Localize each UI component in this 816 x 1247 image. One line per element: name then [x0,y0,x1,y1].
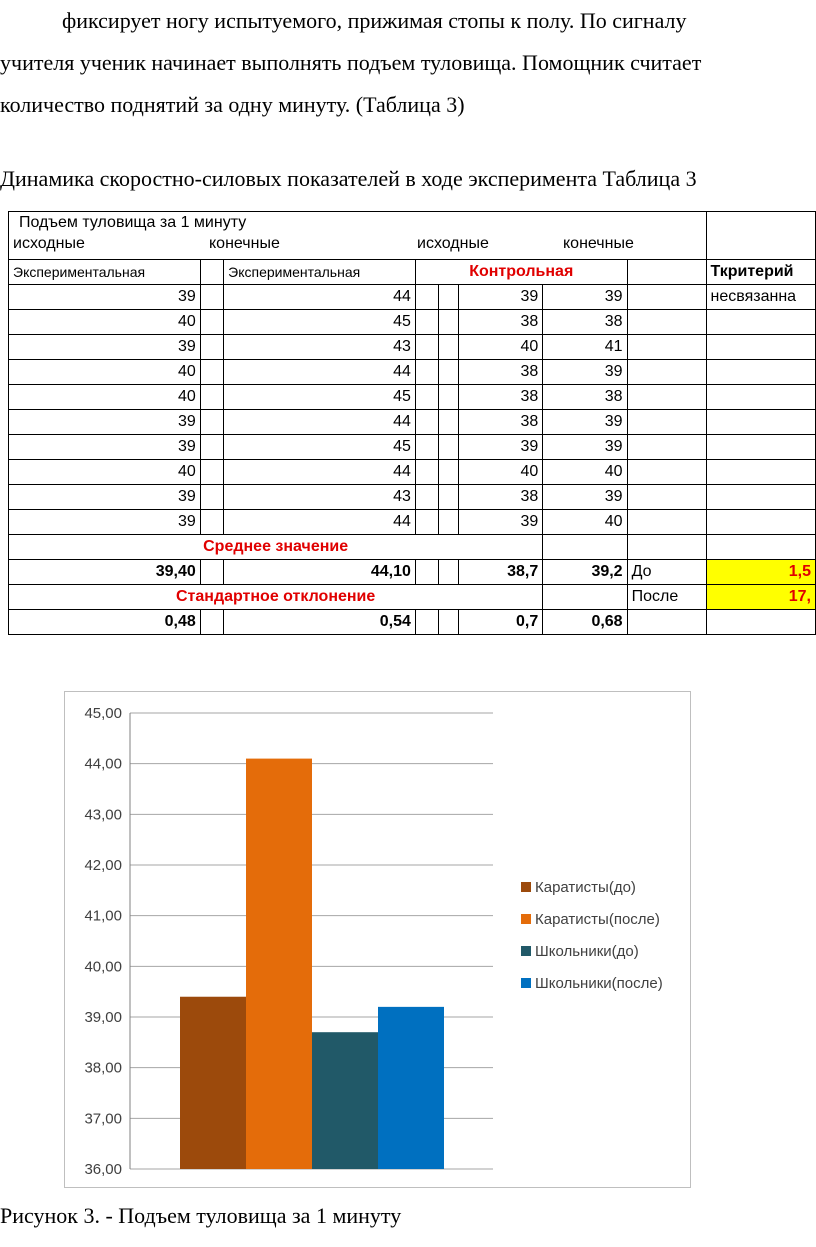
group-label-tcrit: Ткритерий [706,260,815,285]
legend-swatch [521,978,531,988]
table-header-empty-cell [706,212,815,260]
legend-swatch [521,946,531,956]
table-header-title-cell [9,212,707,260]
sub-label-initial-ctrl: исходные [417,235,489,252]
sub-label-final-exp: конечные [209,235,280,252]
bar [180,997,246,1169]
body-paragraph [0,0,816,126]
legend-swatch [521,914,531,924]
means-row: 39,40 44,10 38,7 39,2 До 1,5 [9,560,816,585]
tcrit-note: несвязанна [706,285,815,310]
after-value: 17, [706,585,815,610]
figure-caption: Рисунок 3. - Подъем туловища за 1 минуту [0,1203,402,1228]
table-title: Подъем туловища за 1 минуту [19,214,247,231]
y-tick-label: 44,00 [84,755,122,773]
y-tick-label: 41,00 [84,907,122,925]
table-row: 40 44 38 39 [9,360,816,385]
table-row: 39 44 39 39 несвязанна [9,285,816,310]
y-tick-label: 37,00 [84,1110,122,1128]
table-row: 39 44 39 40 [9,510,816,535]
table-row: 39 44 38 39 [9,410,816,435]
y-tick-label: 36,00 [84,1161,122,1178]
table-row: 40 45 38 38 [9,310,816,335]
paragraph-line: учителя ученик начинает выполнять подъем туловища. Помощник считает [0,50,702,75]
table-row: 39 43 38 39 [9,485,816,510]
y-tick-label: 42,00 [84,857,122,874]
sub-label-final-ctrl: конечные [563,235,634,252]
paragraph-line: количество поднятий за одну минуту. (Таблица 3) [0,92,465,117]
legend-label: Каратисты(после) [535,911,660,928]
sub-label-initial-exp: исходные [13,235,85,252]
y-tick-label: 43,00 [84,806,122,824]
legend-label: Каратисты(до) [535,879,636,896]
table-row: 39 45 39 39 [9,435,816,460]
table-caption: Динамика скоростно-силовых показателей в ходе эксперимента Таблица 3 [0,166,697,191]
std-label: Стандартное отклонение [9,585,543,610]
data-table [8,211,816,635]
mean-label: Среднее значение [9,535,543,560]
y-tick-label: 39,00 [84,1009,122,1026]
group-label-exp1: Экспериментальная [9,260,201,285]
legend-label: Школьники(после) [535,975,663,992]
table-row: 39 43 40 41 [9,335,816,360]
bar [246,759,312,1169]
before-label: До [627,560,706,585]
bar [312,1032,378,1169]
y-tick-label: 40,00 [84,958,122,976]
y-tick-label: 45,00 [84,705,122,722]
bar-chart [64,691,691,1188]
paragraph-line: фиксирует ногу испытуемого, прижимая стопы к полу. По сигналу [62,8,687,33]
legend-swatch [521,882,531,892]
before-value: 1,5 [706,560,815,585]
stds-row: 0,48 0,54 0,7 0,68 [9,610,816,635]
after-label: После [627,585,706,610]
legend-label: Школьники(до) [535,943,639,960]
group-label-exp2: Экспериментальная [224,260,416,285]
chart-canvas [65,692,690,1187]
y-tick-label: 38,00 [84,1059,122,1077]
table-row: 40 44 40 40 [9,460,816,485]
table-row: 40 45 38 38 [9,385,816,410]
group-label-control: Контрольная [415,260,627,285]
bar [378,1007,444,1169]
